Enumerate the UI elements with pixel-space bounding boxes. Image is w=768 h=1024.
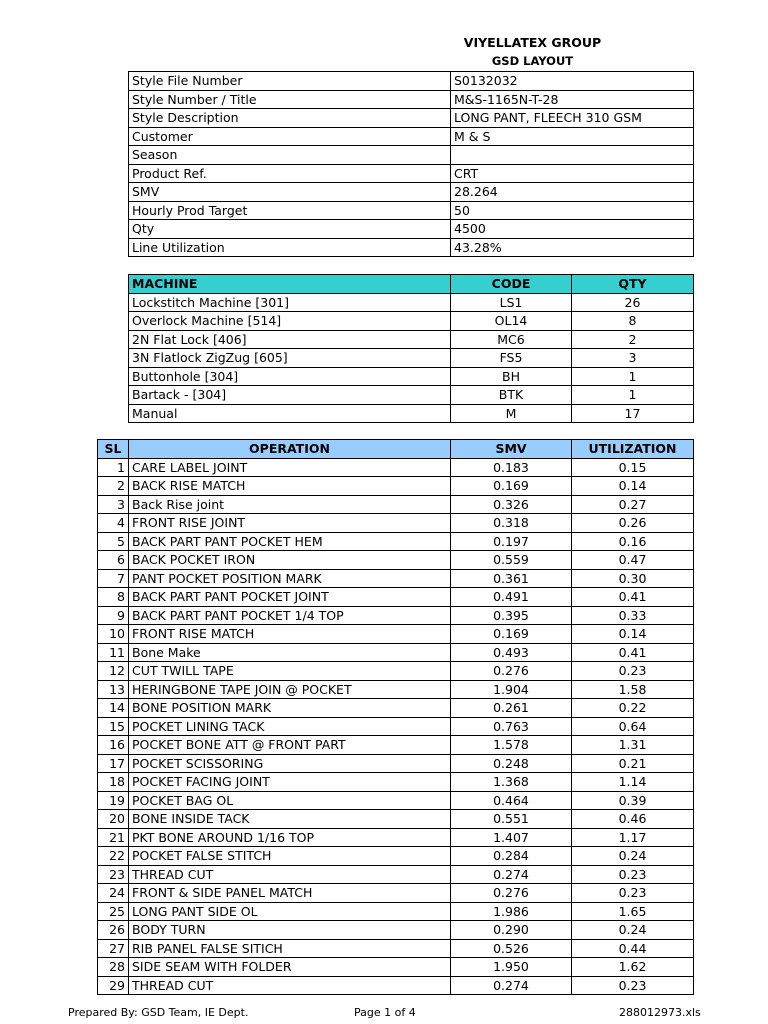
machine-row	[129, 330, 694, 349]
operation-sl: 25	[98, 902, 129, 921]
operation-name: BACK PART PANT POCKET 1/4 TOP	[129, 606, 451, 625]
machine-row	[129, 367, 694, 386]
operation-sl: 27	[98, 939, 129, 958]
operation-sl: 22	[98, 847, 129, 866]
operation-sl: 28	[98, 958, 129, 977]
operation-row	[98, 810, 694, 829]
operation-smv: 0.197	[451, 532, 572, 551]
operation-utilization: 1.17	[572, 828, 694, 847]
operation-sl: 13	[98, 680, 129, 699]
operation-utilization: 1.58	[572, 680, 694, 699]
operation-sl: 3	[98, 495, 129, 514]
operation-row	[98, 699, 694, 718]
machine-code: OL14	[451, 312, 572, 331]
operation-name: THREAD CUT	[129, 976, 451, 995]
operation-sl: 19	[98, 791, 129, 810]
operation-name: PKT BONE AROUND 1/16 TOP	[129, 828, 451, 847]
operation-smv: 0.169	[451, 625, 572, 644]
operation-name: FRONT RISE MATCH	[129, 625, 451, 644]
operation-name: LONG PANT SIDE OL	[129, 902, 451, 921]
operation-name: CUT TWILL TAPE	[129, 662, 451, 681]
operation-row	[98, 958, 694, 977]
machine-qty: 1	[572, 367, 694, 386]
operation-row	[98, 532, 694, 551]
operation-name: BACK POCKET IRON	[129, 551, 451, 570]
operation-name: CARE LABEL JOINT	[129, 458, 451, 477]
operation-sl: 11	[98, 643, 129, 662]
operation-sl: 26	[98, 921, 129, 940]
machine-qty: 3	[572, 349, 694, 368]
machine-code: MC6	[451, 330, 572, 349]
operation-sl: 9	[98, 606, 129, 625]
code-column-header: CODE	[451, 275, 572, 294]
operation-sl: 4	[98, 514, 129, 533]
operation-sl: 16	[98, 736, 129, 755]
operation-smv: 0.526	[451, 939, 572, 958]
operation-row	[98, 717, 694, 736]
prepared-by-footer: Prepared By: GSD Team, IE Dept.	[68, 1006, 249, 1019]
info-row	[129, 127, 694, 146]
operation-row	[98, 495, 694, 514]
operation-utilization: 0.21	[572, 754, 694, 773]
operation-name: SIDE SEAM WITH FOLDER	[129, 958, 451, 977]
operation-sl: 6	[98, 551, 129, 570]
operation-utilization: 0.41	[572, 643, 694, 662]
operation-smv: 0.763	[451, 717, 572, 736]
machine-code: BTK	[451, 386, 572, 405]
operation-row	[98, 643, 694, 662]
operation-utilization: 0.24	[572, 921, 694, 940]
operation-sl: 15	[98, 717, 129, 736]
sl-column-header: SL	[98, 440, 129, 459]
operation-row	[98, 865, 694, 884]
operation-row	[98, 791, 694, 810]
operation-utilization: 1.62	[572, 958, 694, 977]
smv-column-header: SMV	[451, 440, 572, 459]
operation-utilization: 0.15	[572, 458, 694, 477]
operation-smv: 0.395	[451, 606, 572, 625]
operation-smv: 1.407	[451, 828, 572, 847]
operation-row	[98, 569, 694, 588]
operation-smv: 0.464	[451, 791, 572, 810]
operations-table	[97, 439, 694, 995]
machine-row	[129, 386, 694, 405]
operation-name: BACK RISE MATCH	[129, 477, 451, 496]
operation-utilization: 0.22	[572, 699, 694, 718]
operation-sl: 1	[98, 458, 129, 477]
operation-utilization: 0.14	[572, 477, 694, 496]
operations-header-row	[98, 440, 694, 459]
info-value: 43.28%	[451, 238, 694, 257]
machine-column-header: MACHINE	[129, 275, 451, 294]
info-label: Season	[129, 146, 451, 165]
info-value: S0132032	[451, 72, 694, 91]
page-number-footer: Page 1 of 4	[354, 1006, 416, 1019]
operation-name: Back Rise joint	[129, 495, 451, 514]
operation-column-header: OPERATION	[129, 440, 451, 459]
operation-utilization: 0.23	[572, 884, 694, 903]
operation-row	[98, 939, 694, 958]
operation-smv: 1.986	[451, 902, 572, 921]
operation-smv: 1.904	[451, 680, 572, 699]
info-label: Customer	[129, 127, 451, 146]
info-value: M&S-1165N-T-28	[451, 90, 694, 109]
machine-row	[129, 349, 694, 368]
operation-utilization: 0.16	[572, 532, 694, 551]
info-label: SMV	[129, 183, 451, 202]
info-value: 4500	[451, 220, 694, 239]
operation-smv: 0.183	[451, 458, 572, 477]
machine-code: BH	[451, 367, 572, 386]
operation-utilization: 0.27	[572, 495, 694, 514]
file-name-footer: 288012973.xls	[619, 1006, 701, 1019]
operation-name: FRONT RISE JOINT	[129, 514, 451, 533]
operation-sl: 18	[98, 773, 129, 792]
machine-name: 3N Flatlock ZigZug [605]	[129, 349, 451, 368]
operation-smv: 0.248	[451, 754, 572, 773]
machine-qty: 17	[572, 404, 694, 423]
operation-smv: 0.261	[451, 699, 572, 718]
machine-qty: 26	[572, 293, 694, 312]
machine-name: Bartack - [304]	[129, 386, 451, 405]
info-row	[129, 164, 694, 183]
machine-qty: 1	[572, 386, 694, 405]
operation-row	[98, 884, 694, 903]
operation-sl: 10	[98, 625, 129, 644]
info-row	[129, 90, 694, 109]
operation-smv: 0.491	[451, 588, 572, 607]
operation-row	[98, 680, 694, 699]
style-info-table	[128, 71, 694, 257]
operation-name: POCKET FALSE STITCH	[129, 847, 451, 866]
operation-name: HERINGBONE TAPE JOIN @ POCKET	[129, 680, 451, 699]
company-title: VIYELLATEX GROUP	[463, 35, 602, 50]
operation-smv: 1.368	[451, 773, 572, 792]
operation-row	[98, 902, 694, 921]
operation-sl: 20	[98, 810, 129, 829]
operation-smv: 0.274	[451, 976, 572, 995]
utilization-column-header: UTILIZATION	[572, 440, 694, 459]
info-row	[129, 183, 694, 202]
operation-utilization: 1.31	[572, 736, 694, 755]
operation-row	[98, 458, 694, 477]
operation-sl: 7	[98, 569, 129, 588]
operation-row	[98, 754, 694, 773]
operation-utilization: 0.64	[572, 717, 694, 736]
machine-code: M	[451, 404, 572, 423]
operation-name: BACK PART PANT POCKET JOINT	[129, 588, 451, 607]
operation-smv: 0.290	[451, 921, 572, 940]
operation-name: PANT POCKET POSITION MARK	[129, 569, 451, 588]
info-label: Qty	[129, 220, 451, 239]
operation-utilization: 0.14	[572, 625, 694, 644]
machine-name: 2N Flat Lock [406]	[129, 330, 451, 349]
machine-row	[129, 293, 694, 312]
info-row	[129, 72, 694, 91]
operation-smv: 0.551	[451, 810, 572, 829]
operation-utilization: 1.65	[572, 902, 694, 921]
operation-sl: 24	[98, 884, 129, 903]
machine-header-row	[129, 275, 694, 294]
operation-smv: 0.326	[451, 495, 572, 514]
operation-row	[98, 606, 694, 625]
operation-utilization: 0.24	[572, 847, 694, 866]
operation-utilization: 0.46	[572, 810, 694, 829]
info-row	[129, 109, 694, 128]
operation-utilization: 0.23	[572, 976, 694, 995]
operation-utilization: 0.30	[572, 569, 694, 588]
operation-row	[98, 921, 694, 940]
operation-utilization: 0.26	[572, 514, 694, 533]
operation-row	[98, 828, 694, 847]
operation-row	[98, 976, 694, 995]
operation-utilization: 0.47	[572, 551, 694, 570]
operation-row	[98, 477, 694, 496]
operation-row	[98, 625, 694, 644]
operation-sl: 14	[98, 699, 129, 718]
operation-smv: 0.276	[451, 662, 572, 681]
operation-name: BONE INSIDE TACK	[129, 810, 451, 829]
info-value	[451, 146, 694, 165]
info-row	[129, 238, 694, 257]
operation-name: POCKET BAG OL	[129, 791, 451, 810]
operation-name: BODY TURN	[129, 921, 451, 940]
info-value: LONG PANT, FLEECH 310 GSM	[451, 109, 694, 128]
machine-row	[129, 312, 694, 331]
operation-name: POCKET SCISSORING	[129, 754, 451, 773]
operation-sl: 2	[98, 477, 129, 496]
operation-sl: 23	[98, 865, 129, 884]
layout-subtitle: GSD LAYOUT	[491, 54, 574, 68]
info-label: Product Ref.	[129, 164, 451, 183]
operation-name: BACK PART PANT POCKET HEM	[129, 532, 451, 551]
machine-row	[129, 404, 694, 423]
machine-code: FS5	[451, 349, 572, 368]
operation-name: THREAD CUT	[129, 865, 451, 884]
operation-name: Bone Make	[129, 643, 451, 662]
operation-row	[98, 773, 694, 792]
operation-utilization: 0.33	[572, 606, 694, 625]
operation-name: POCKET FACING JOINT	[129, 773, 451, 792]
info-value: 50	[451, 201, 694, 220]
operation-name: POCKET BONE ATT @ FRONT PART	[129, 736, 451, 755]
operation-utilization: 1.14	[572, 773, 694, 792]
operation-smv: 0.284	[451, 847, 572, 866]
info-label: Style File Number	[129, 72, 451, 91]
operation-smv: 0.274	[451, 865, 572, 884]
qty-column-header: QTY	[572, 275, 694, 294]
operation-sl: 8	[98, 588, 129, 607]
operation-smv: 0.276	[451, 884, 572, 903]
operation-smv: 0.559	[451, 551, 572, 570]
operation-row	[98, 847, 694, 866]
operation-name: FRONT & SIDE PANEL MATCH	[129, 884, 451, 903]
info-value: 28.264	[451, 183, 694, 202]
machine-name: Manual	[129, 404, 451, 423]
operation-utilization: 0.39	[572, 791, 694, 810]
operation-row	[98, 736, 694, 755]
machine-name: Overlock Machine [514]	[129, 312, 451, 331]
operation-smv: 1.578	[451, 736, 572, 755]
operation-sl: 21	[98, 828, 129, 847]
machine-name: Lockstitch Machine [301]	[129, 293, 451, 312]
machine-qty: 2	[572, 330, 694, 349]
operation-sl: 5	[98, 532, 129, 551]
operation-name: RIB PANEL FALSE SITICH	[129, 939, 451, 958]
operation-row	[98, 662, 694, 681]
info-row	[129, 146, 694, 165]
info-label: Line Utilization	[129, 238, 451, 257]
operation-row	[98, 514, 694, 533]
operation-row	[98, 588, 694, 607]
operation-name: BONE POSITION MARK	[129, 699, 451, 718]
operation-smv: 0.169	[451, 477, 572, 496]
machine-table	[128, 274, 694, 423]
info-row	[129, 220, 694, 239]
info-label: Style Description	[129, 109, 451, 128]
machine-name: Buttonhole [304]	[129, 367, 451, 386]
operation-utilization: 0.23	[572, 662, 694, 681]
operation-smv: 0.318	[451, 514, 572, 533]
operation-sl: 12	[98, 662, 129, 681]
operation-utilization: 0.44	[572, 939, 694, 958]
operation-name: POCKET LINING TACK	[129, 717, 451, 736]
operation-smv: 0.493	[451, 643, 572, 662]
operation-smv: 0.361	[451, 569, 572, 588]
info-value: M & S	[451, 127, 694, 146]
operation-sl: 29	[98, 976, 129, 995]
machine-qty: 8	[572, 312, 694, 331]
operation-sl: 17	[98, 754, 129, 773]
info-row	[129, 201, 694, 220]
operation-utilization: 0.23	[572, 865, 694, 884]
info-label: Hourly Prod Target	[129, 201, 451, 220]
operation-row	[98, 551, 694, 570]
operation-utilization: 0.41	[572, 588, 694, 607]
info-label: Style Number / Title	[129, 90, 451, 109]
machine-code: LS1	[451, 293, 572, 312]
operation-smv: 1.950	[451, 958, 572, 977]
info-value: CRT	[451, 164, 694, 183]
